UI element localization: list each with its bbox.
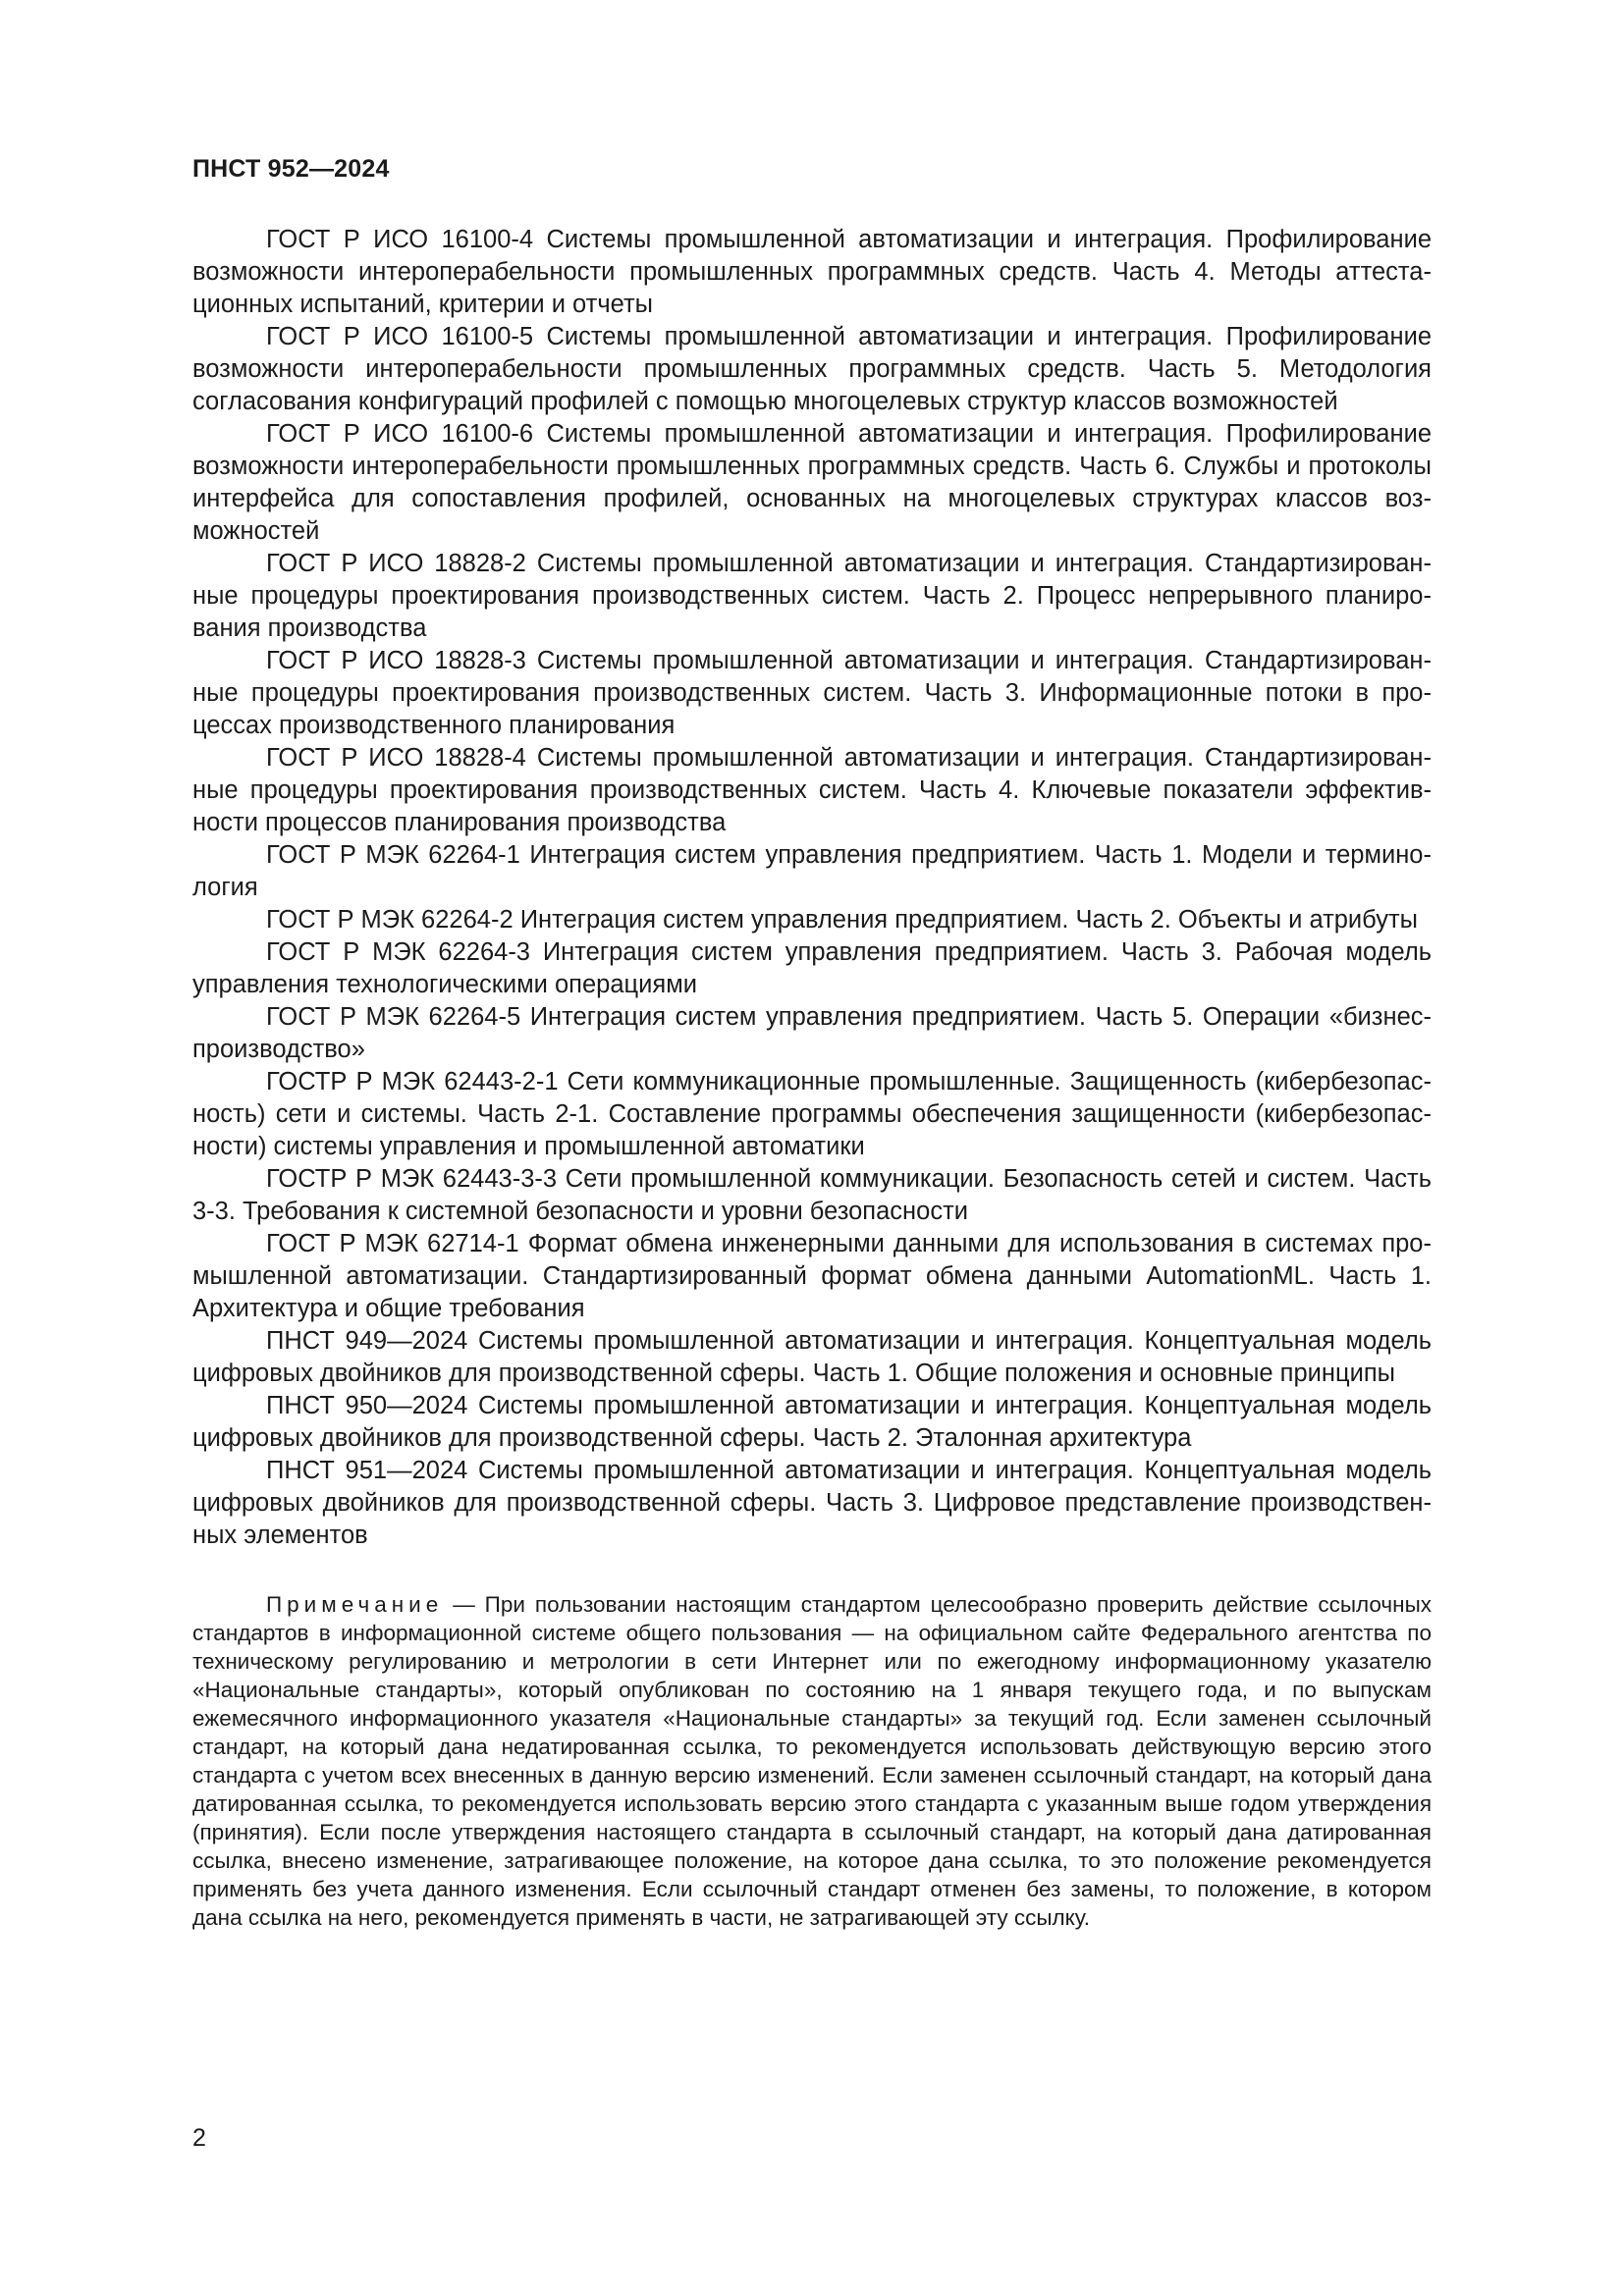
- document-header: ПНСТ 952—2024: [192, 155, 390, 183]
- reference-item: ГОСТ Р МЭК 62264-1 Интеграция систем управления предприятием. Часть 1. Модели и терминология: [192, 841, 1432, 901]
- reference-item: ПНСТ 950—2024 Системы промышленной автоматизации и интеграция. Концептуальная модель цифровых двойников для производственной сферы. Часть 2. Эталонная архитектура: [192, 1392, 1432, 1452]
- normative-references-list: [192, 224, 1432, 1552]
- reference-item: ГОСТР Р МЭК 62443-2-1 Сети коммуникационные промышленные. Защищенность (кибербезопасность) сети и системы. Часть 2-1. Составление программы обеспечения защищенности (кибербезопасности) системы управления и промышленной автоматики: [192, 1068, 1432, 1160]
- reference-item: ГОСТ Р МЭК 62264-5 Интеграция систем управления предприятием. Часть 5. Операции «бизнес-производство»: [192, 1003, 1432, 1063]
- reference-item: ГОСТ Р ИСО 18828-2 Системы промышленной автоматизации и интеграция. Стандартизированные процедуры проектирования производственных систем. Часть 2. Процесс непрерывного планирования производства: [192, 550, 1432, 642]
- reference-item: ГОСТ Р МЭК 62264-3 Интеграция систем управления предприятием. Часть 3. Рабочая модель управления технологическими операциями: [192, 938, 1432, 998]
- reference-item: ПНСТ 949—2024 Системы промышленной автоматизации и интеграция. Концептуальная модель цифровых двойников для производственной сферы. Часть 1. Общие положения и основные принципы: [192, 1327, 1432, 1387]
- note-paragraph: [192, 1590, 1432, 1932]
- note-text: — При пользовании настоящим стандартом целесообразно проверить действие ссылочных стандартов в информационной системе общего пользования — на официальном сайте Федерального агентства по техническому регулированию и метрологии в сети Интернет или по ежегодному информационному указателю «Национальные стандарты», который опубликован по состоянию на 1 января текущего года, и по выпускам ежемесячного информационного указателя «Национальные стандарты» за текущий год. Если заменен ссылочный стандарт, на который дана недатированная ссылка, то рекомендуется использовать действующую версию этого стандарта с учетом всех внесенных в данную версию изменений. Если заменен ссылочный стандарт, на который дана датированная ссылка, то рекомендуется использовать версию этого стандарта с указанным выше годом утверждения (принятия). Если после утверждения настоящего стандарта в ссылочный стандарт, на который дана датированная ссылка, внесено изменение, затрагивающее положение, на которое дана ссылка, то это положение рекомендуется применять без учета данного изменения. Если ссылочный стандарт отменен без замены, то положение, в котором дана ссылка на него, рекомендуется применять в части, не затрагивающей эту ссылку.: [192, 1592, 1432, 1930]
- reference-item: ГОСТ Р ИСО 18828-3 Системы промышленной автоматизации и интеграция. Стандартизированные процедуры проектирования производственных систем. Часть 3. Информационные потоки в процессах производственного планирования: [192, 647, 1432, 739]
- reference-item: ГОСТ Р МЭК 62264-2 Интеграция систем управления предприятием. Часть 2. Объекты и атрибуты: [266, 906, 1418, 934]
- reference-item: ГОСТ Р ИСО 16100-4 Системы промышленной автоматизации и интеграция. Профилирование возможности интероперабельности промышленных программных средств. Часть 4. Методы аттестационных испытаний, критерии и отчеты: [192, 226, 1432, 318]
- reference-item: ГОСТ Р ИСО 16100-5 Системы промышленной автоматизации и интеграция. Профилирование возможности интероперабельности промышленных программных средств. Часть 5. Методология согласования конфигураций профилей с помощью многоцелевых структур классов возможностей: [192, 323, 1432, 415]
- note-label: Примечание: [266, 1592, 444, 1617]
- reference-item: ГОСТ Р МЭК 62714-1 Формат обмена инженерными данными для использования в системах промышленной автоматизации. Стандартизированный формат обмена данными AutomationML. Часть 1. Архитектура и общие требования: [192, 1230, 1432, 1322]
- reference-item: ПНСТ 951—2024 Системы промышленной автоматизации и интеграция. Концептуальная модель цифровых двойников для производственной сферы. Часть 3. Цифровое представление производственных элементов: [192, 1457, 1432, 1549]
- reference-item: ГОСТР Р МЭК 62443-3-3 Сети промышленной коммуникации. Безопасность сетей и систем. Часть 3-3. Требования к системной безопасности и уровни безопасности: [192, 1165, 1432, 1225]
- reference-item: ГОСТ Р ИСО 16100-6 Системы промышленной автоматизации и интеграция. Профилирование возможности интероперабельности промышленных программных средств. Часть 6. Службы и протоколы интерфейса для сопоставления профилей, основанных на многоцелевых структурах классов возможностей: [192, 420, 1432, 545]
- page-number: 2: [192, 2124, 206, 2152]
- reference-item: ГОСТ Р ИСО 18828-4 Системы промышленной автоматизации и интеграция. Стандартизированные процедуры проектирования производственных систем. Часть 4. Ключевые показатели эффективности процессов планирования производства: [192, 744, 1432, 836]
